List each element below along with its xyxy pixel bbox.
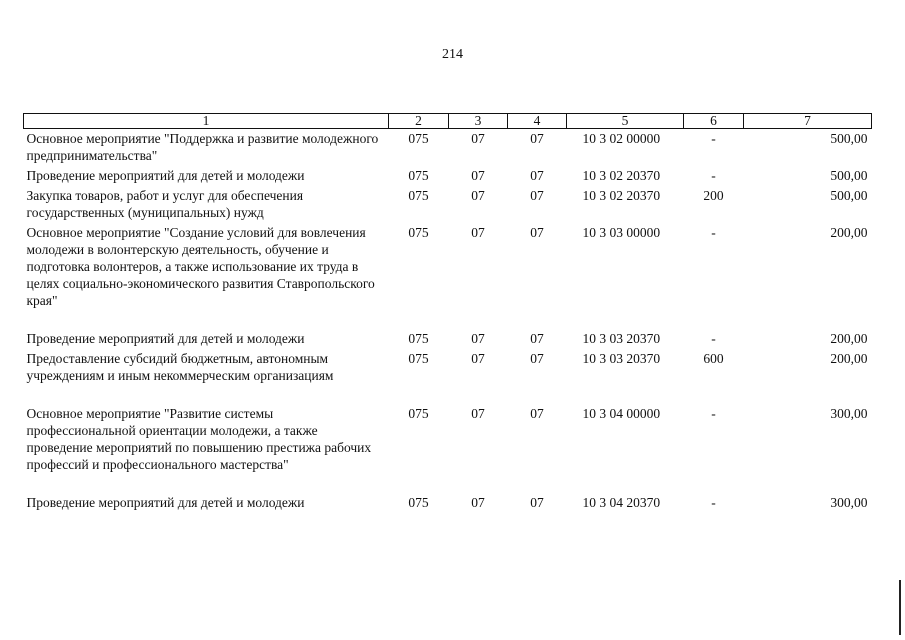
cell-col-6: - — [711, 131, 716, 146]
cell-col-4: 07 — [530, 131, 544, 146]
cell-col-3: 07 — [471, 188, 485, 203]
budget-table — [23, 113, 872, 513]
cell-col-2: 075 — [408, 495, 429, 510]
page-number: 214 — [442, 47, 463, 62]
row-spacer — [24, 475, 872, 493]
cell-col-4: 07 — [530, 495, 544, 510]
cell-col-3: 07 — [471, 225, 485, 240]
cell-col-4: 07 — [530, 225, 544, 240]
cell-name: Основное мероприятие "Развитие системы профессиональной ориентации молодежи, а также проведение мероприятий по повышению престижа рабочих профессий и профессионального мастерства" — [26, 406, 372, 472]
cell-col-6: 200 — [703, 188, 724, 203]
header-col-3: 3 — [449, 114, 508, 129]
header-col-4: 4 — [508, 114, 567, 129]
cell-col-7: 300,00 — [830, 495, 868, 510]
cell-name: Проведение мероприятий для детей и молодежи — [26, 168, 305, 183]
cell-col-5: 10 3 04 00000 — [582, 406, 661, 421]
cell-col-5: 10 3 03 20370 — [582, 351, 661, 366]
cell-col-6: - — [711, 225, 716, 240]
scan-edge-mark — [899, 580, 901, 635]
cell-name: Основное мероприятие "Создание условий для вовлечения молодежи в волонтерскую деятельность, обучение и подготовка волонтеров, а также использование их труда в целях социально-экономического развития Ставропольского края" — [26, 225, 375, 308]
cell-col-6: - — [711, 168, 716, 183]
cell-col-5: 10 3 03 00000 — [582, 225, 661, 240]
cell-col-3: 07 — [471, 406, 485, 421]
spacer-cell — [24, 311, 872, 329]
cell-col-5: 10 3 03 20370 — [582, 331, 661, 346]
spacer-cell — [24, 475, 872, 493]
header-col-2: 2 — [389, 114, 449, 129]
table-header-row — [24, 114, 872, 129]
cell-col-7: 200,00 — [830, 331, 868, 346]
cell-col-4: 07 — [530, 331, 544, 346]
cell-col-7: 300,00 — [830, 406, 868, 421]
header-col-6: 6 — [684, 114, 744, 129]
table-row — [24, 166, 872, 186]
cell-col-7: 200,00 — [830, 351, 868, 366]
cell-col-2: 075 — [408, 406, 429, 421]
cell-col-3: 07 — [471, 331, 485, 346]
cell-col-4: 07 — [530, 406, 544, 421]
cell-col-5: 10 3 02 20370 — [582, 168, 661, 183]
cell-name: Проведение мероприятий для детей и молодежи — [26, 331, 305, 346]
cell-name: Проведение мероприятий для детей и молодежи — [26, 495, 305, 510]
cell-name: Предоставление субсидий бюджетным, автономным учреждениям и иным некоммерческим организациям — [26, 351, 334, 383]
table-row — [24, 186, 872, 223]
cell-col-7: 200,00 — [830, 225, 868, 240]
cell-col-5: 10 3 04 20370 — [582, 495, 661, 510]
header-col-5: 5 — [567, 114, 684, 129]
cell-col-6: - — [711, 331, 716, 346]
table-body — [24, 129, 872, 514]
cell-col-7: 500,00 — [830, 168, 868, 183]
cell-col-2: 075 — [408, 188, 429, 203]
cell-col-3: 07 — [471, 131, 485, 146]
table-row — [24, 404, 872, 475]
cell-name: Закупка товаров, работ и услуг для обеспечения государственных (муниципальных) нужд — [26, 188, 304, 220]
cell-name: Основное мероприятие "Поддержка и развитие молодежного предпринимательства" — [26, 131, 379, 163]
cell-col-6: 600 — [703, 351, 724, 366]
cell-col-6: - — [711, 495, 716, 510]
cell-col-2: 075 — [408, 168, 429, 183]
cell-col-2: 075 — [408, 351, 429, 366]
row-spacer — [24, 386, 872, 404]
table-row — [24, 493, 872, 513]
cell-col-7: 500,00 — [830, 188, 868, 203]
cell-col-2: 075 — [408, 131, 429, 146]
cell-col-5: 10 3 02 00000 — [582, 131, 661, 146]
table-row — [24, 349, 872, 386]
header-col-1: 1 — [24, 114, 389, 129]
cell-col-4: 07 — [530, 351, 544, 366]
spacer-cell — [24, 386, 872, 404]
cell-col-3: 07 — [471, 495, 485, 510]
cell-col-5: 10 3 02 20370 — [582, 188, 661, 203]
cell-col-4: 07 — [530, 188, 544, 203]
cell-col-4: 07 — [530, 168, 544, 183]
cell-col-3: 07 — [471, 351, 485, 366]
table-row — [24, 329, 872, 349]
table-row — [24, 223, 872, 311]
cell-col-2: 075 — [408, 331, 429, 346]
header-col-7: 7 — [744, 114, 872, 129]
cell-col-7: 500,00 — [830, 131, 868, 146]
cell-col-3: 07 — [471, 168, 485, 183]
row-spacer — [24, 311, 872, 329]
table-row — [24, 129, 872, 167]
cell-col-6: - — [711, 406, 716, 421]
cell-col-2: 075 — [408, 225, 429, 240]
